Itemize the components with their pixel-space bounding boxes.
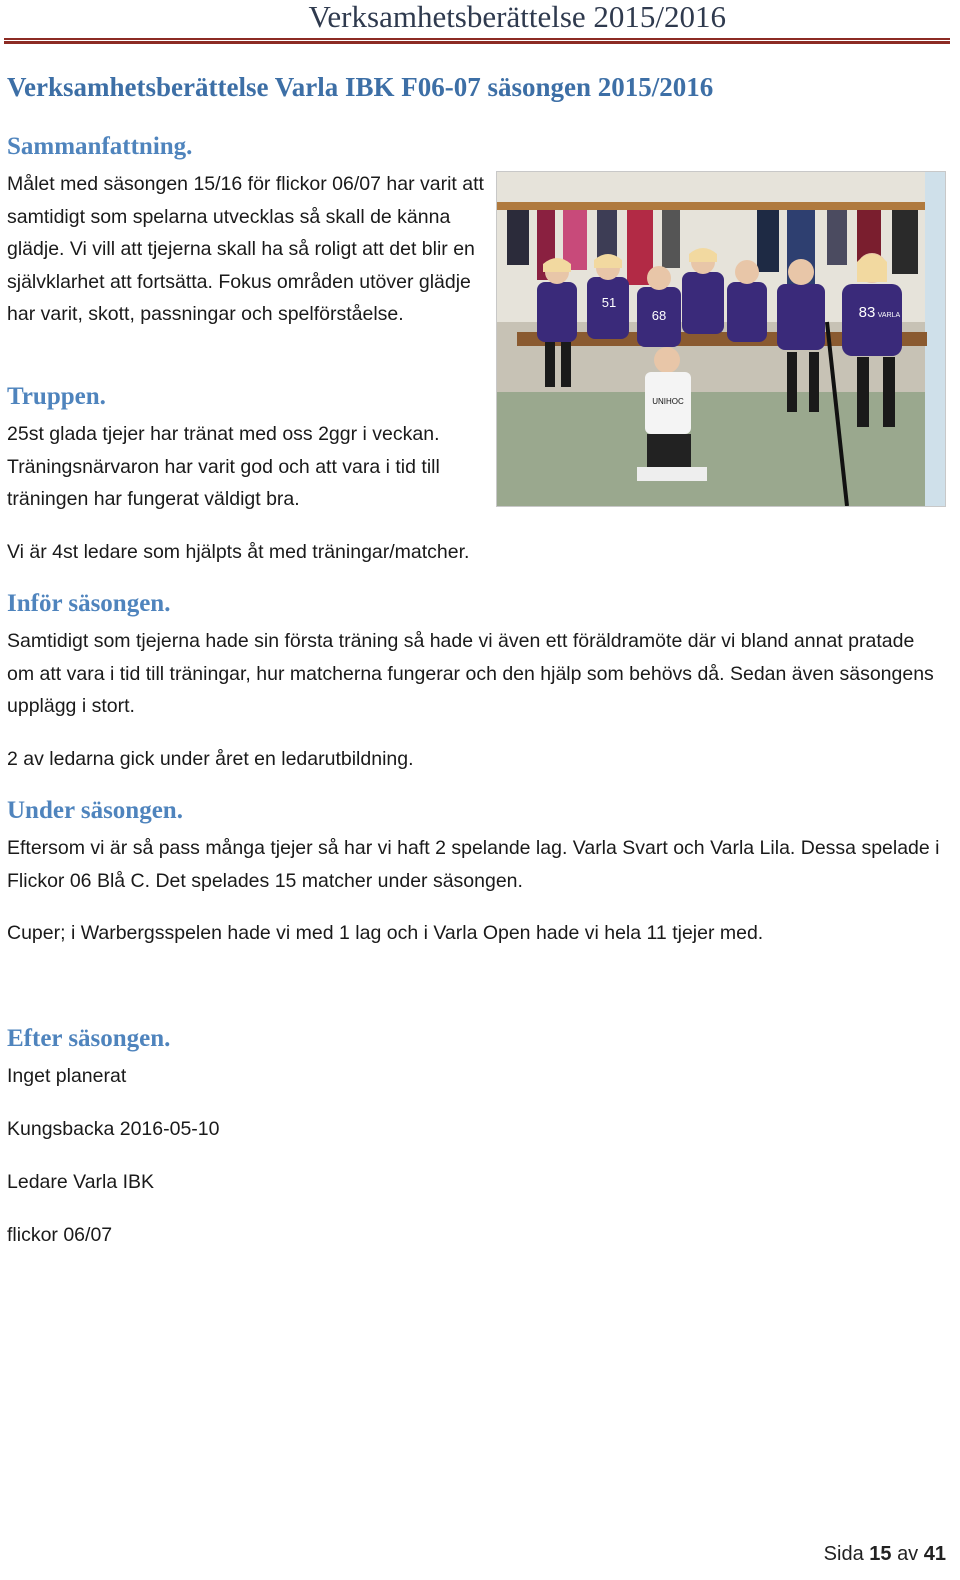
running-header-title: Verksamhetsberättelse 2015/2016 [308,0,726,34]
place-date: Kungsbacka 2016-05-10 [7,1118,220,1140]
jersey-number-1: 51 [601,295,617,310]
signature-line-2: flickor 06/07 [7,1224,113,1246]
team-photo [496,171,946,507]
running-header [0,0,960,48]
paragraph-truppen: 25st glada tjejer har tränat med oss 2ggr i veckan. Träningsnärvaron har varit god och att vara i tid till träningen har fungerat väldigt bra. [7,423,440,510]
document-title: Verksamhetsberättelse Varla IBK F06-07 säsongen 2015/2016 [7,72,714,102]
paragraph-efter: Inget planerat [7,1065,127,1087]
jersey-number-2: 68 [651,308,667,323]
heading-infor: Inför säsongen. [7,590,171,617]
heading-truppen: Truppen. [7,383,106,410]
goalie-text: UNIHOC [652,397,684,406]
header-rule [4,38,950,40]
jersey-text: VARLA [877,312,901,319]
paragraph-under-cuper: Cuper; i Warbergsspelen hade vi med 1 lag och i Varla Open hade vi hela 11 tjejer med. [7,922,764,944]
heading-efter: Efter säsongen. [7,1025,171,1052]
heading-sammanfattning: Sammanfattning. [7,133,193,160]
jersey-number-3: 83 [858,304,876,321]
paragraph-sammanfattning: Målet med säsongen 15/16 för flickor 06/07 har varit att samtidigt som spelarna utvecklas så skall de känna glädje. Vi vill att tjejerna skall ha så roligt att det blir en självklarhet att fortsätta. Fokus områden utöver glädje har varit, skott, passningar och spelförståelse. [7,173,484,325]
page-footer [824,1543,946,1566]
signature-line-1: Ledare Varla IBK [7,1171,155,1193]
page-number: 15 [869,1543,892,1565]
header-rule-thick [4,41,950,44]
page-total: 41 [923,1543,946,1565]
heading-under: Under säsongen. [7,797,183,824]
paragraph-truppen-ledare: Vi är 4st ledare som hjälpts åt med träningar/matcher. [7,541,470,563]
paragraph-under: Eftersom vi är så pass många tjejer så har vi haft 2 spelande lag. Varla Svart och Varla Lila. Dessa spelade i Flickor 06 Blå C. Det spelades 15 matcher under säsongen. [7,837,940,892]
paragraph-infor-utbildning: 2 av ledarna gick under året en ledarutbildning. [7,748,414,770]
paragraph-infor: Samtidigt som tjejerna hade sin första träning så hade vi även ett föräldramöte där vi bland annat pratade om att vara i tid till träningar, hur matcherna fungerar och den hjälp som behövs då. Sedan även säsongens upplägg i stort. [7,630,934,717]
page-prefix: Sida [823,1543,864,1565]
page-separator: av [897,1543,919,1565]
